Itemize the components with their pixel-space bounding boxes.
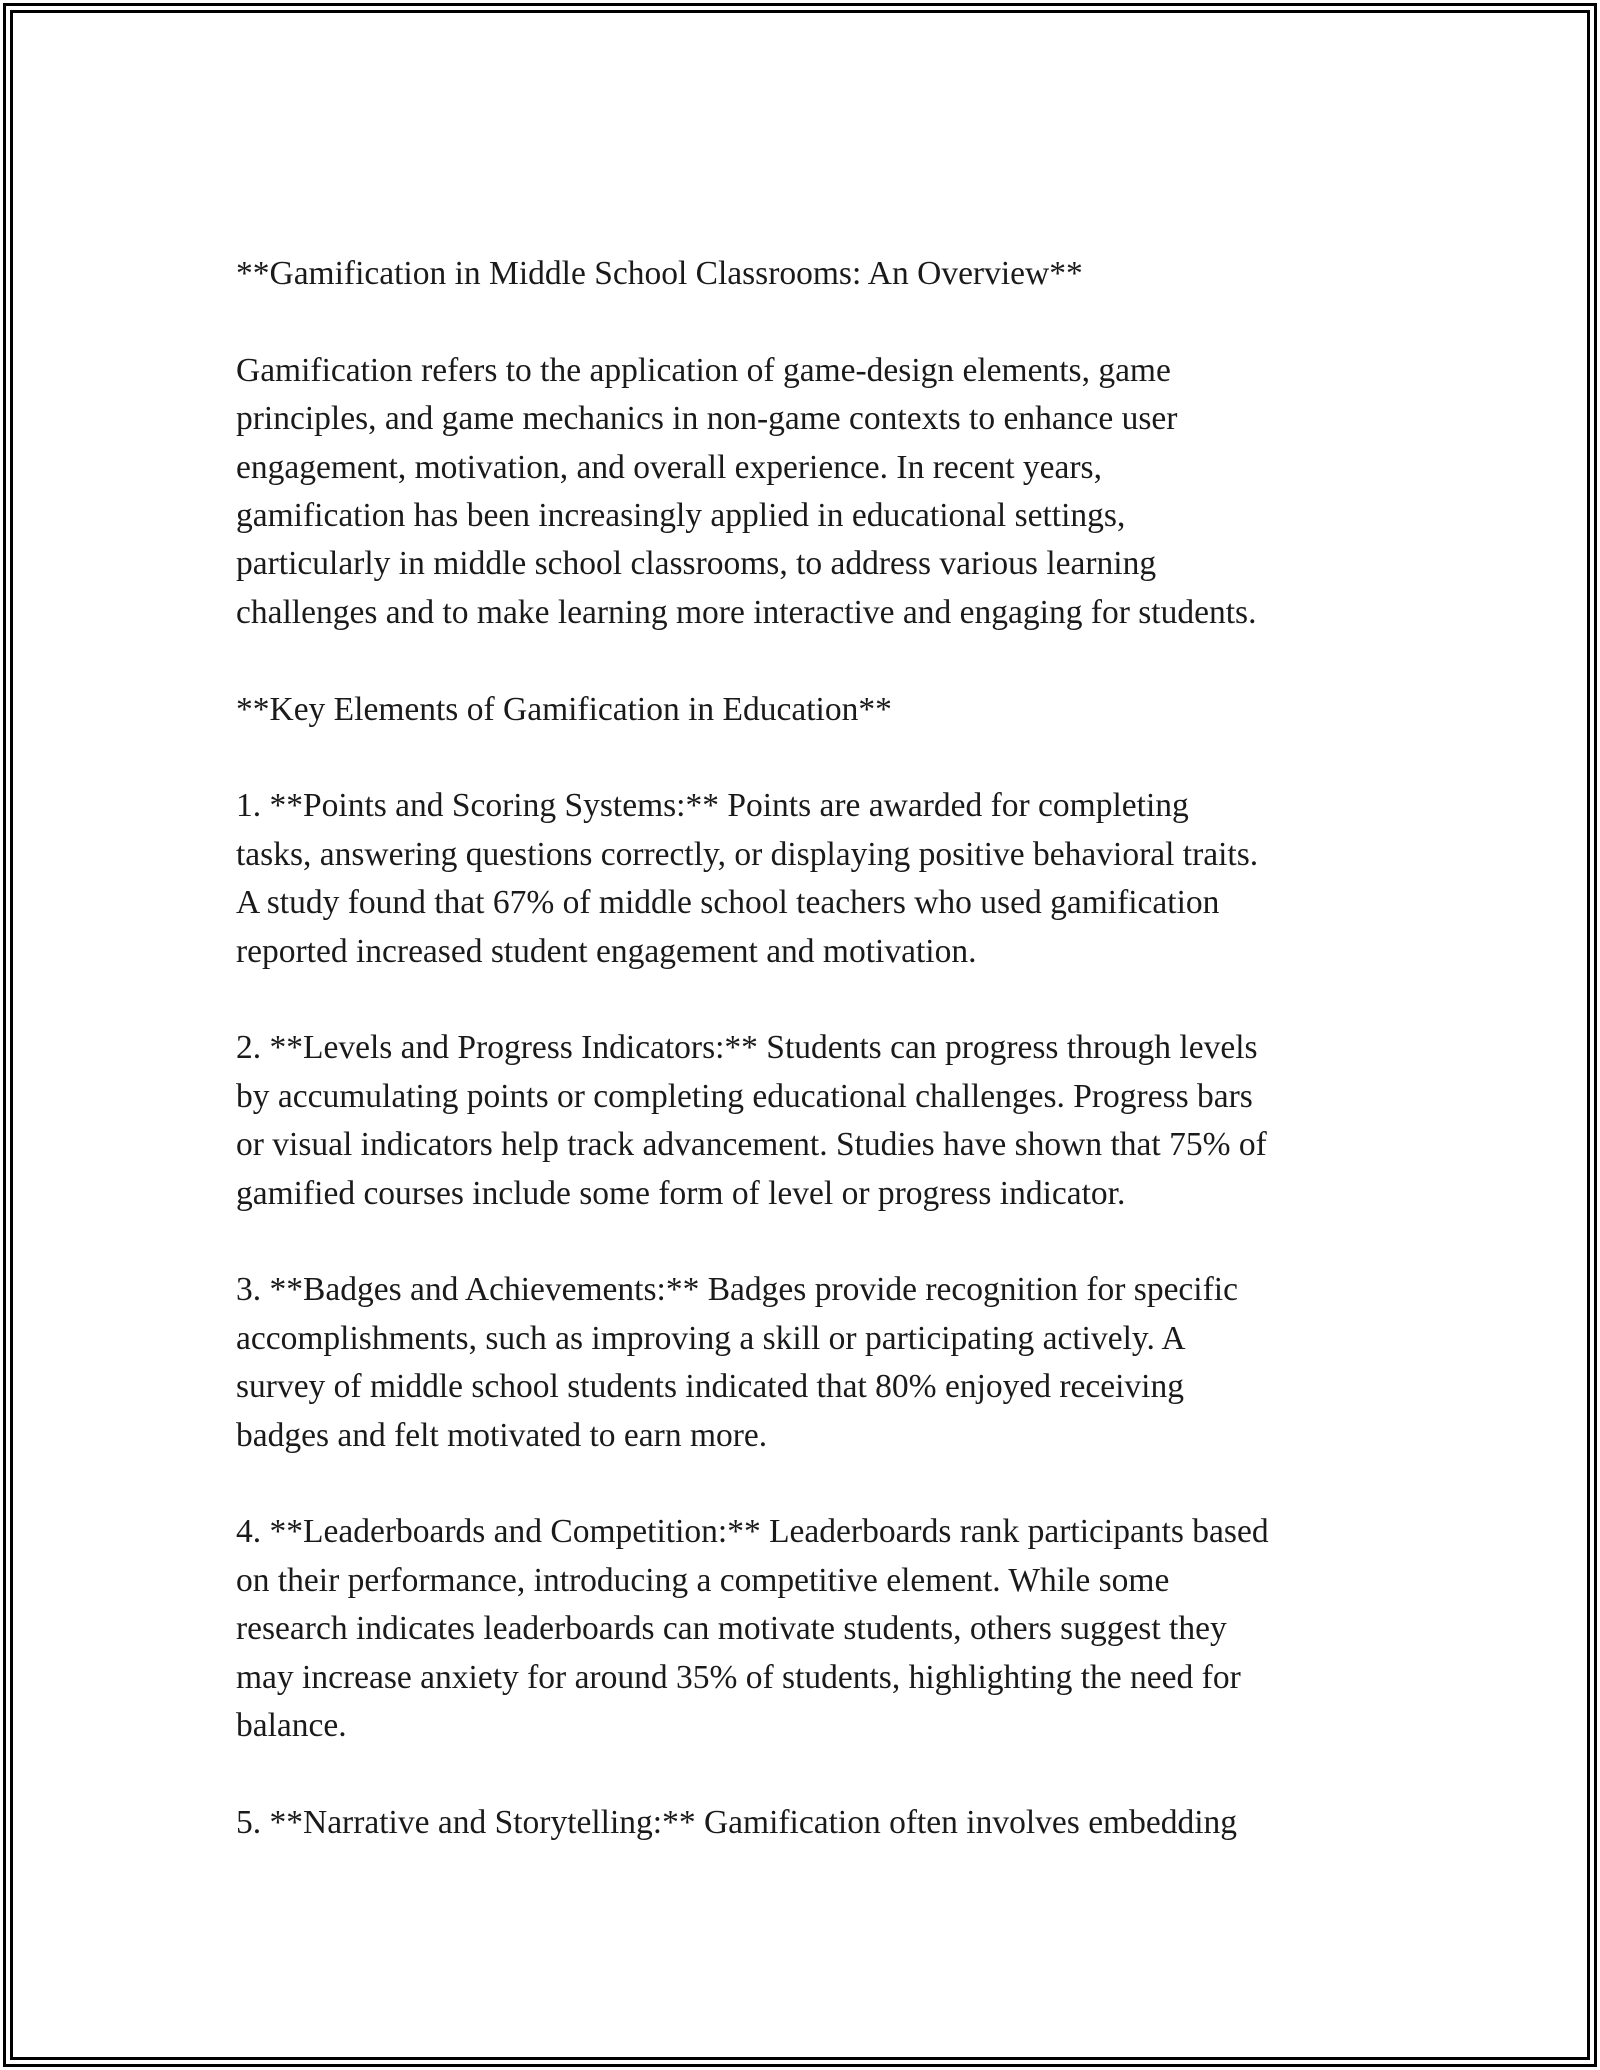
document-title: **Gamification in Middle School Classrooms: An Overview** — [236, 255, 1083, 292]
section-heading: **Key Elements of Gamification in Education** — [236, 690, 892, 728]
list-item-levels-progress: 2. **Levels and Progress Indicators:** Students can progress through levels by accumulating points or completing educational challenges. Progress bars or visual indicators help track advancement. Studies have shown that 75% of gamified courses include some form of level or progress indicator. — [236, 1029, 1267, 1212]
list-item-badges-achievements: 3. **Badges and Achievements:** Badges provide recognition for specific accomplishments, such as improving a skill or participating actively. A survey of middle school students indicated that 80% enjoyed receiving badges and felt motivated to earn more. — [236, 1271, 1238, 1454]
list-item-points-scoring: 1. **Points and Scoring Systems:** Points are awarded for completing tasks, answering questions correctly, or displaying positive behavioral traits. A study found that 67% of middle school teachers who used gamification reported increased student engagement and motivation. — [236, 787, 1259, 970]
intro-paragraph: Gamification refers to the application of game-design elements, game principles, and game mechanics in non-game contexts to enhance user engagement, motivation, and overall experience. In recent years, gamification has been increasingly applied in educational settings, particularly in middle school classrooms, to address various learning challenges and to make learning more interactive and engaging for students. — [236, 351, 1257, 631]
list-item-narrative-storytelling: 5. **Narrative and Storytelling:** Gamification often involves embedding — [236, 1803, 1238, 1841]
list-item-leaderboards-competition: 4. **Leaderboards and Competition:** Leaderboards rank participants based on their performance, introducing a competitive element. While some research indicates leaderboards can motivate students, others suggest they may increase anxiety for around 35% of students, highlighting the need for balance. — [236, 1513, 1269, 1745]
document-body — [236, 250, 1396, 1896]
